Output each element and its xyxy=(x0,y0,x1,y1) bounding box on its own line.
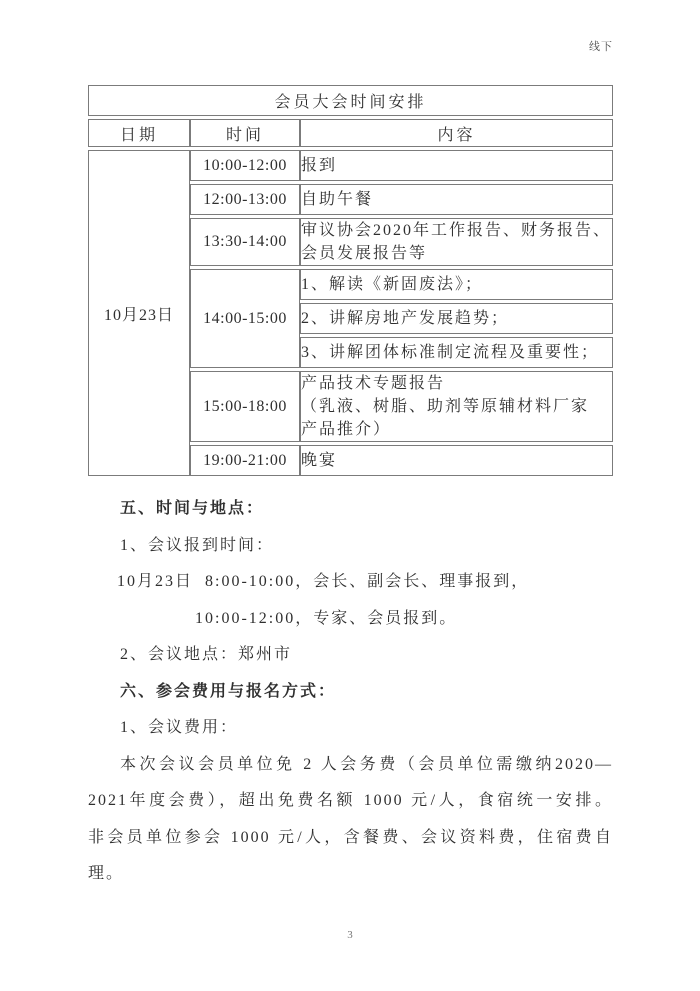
section-5-item-registration-time: 1、会议报到时间： xyxy=(120,536,275,554)
member-assembly-schedule-table xyxy=(88,82,613,479)
column-header-time: 时间 xyxy=(190,119,300,147)
content-line: （乳液、树脂、助剂等原辅材料厂家 xyxy=(301,398,590,415)
table-title: 会员大会时间安排 xyxy=(88,85,613,116)
section-5-heading: 五、时间与地点： xyxy=(120,500,265,517)
content-cell: 自助午餐 xyxy=(300,184,613,215)
page-content xyxy=(88,85,613,893)
time-cell: 12:00-13:00 xyxy=(190,184,300,215)
time-cell: 14:00-15:00 xyxy=(190,269,300,368)
table-title-row xyxy=(88,85,613,116)
fee-paragraph-line: 理。 xyxy=(88,865,125,882)
content-cell xyxy=(300,371,613,442)
page-number: 3 xyxy=(347,929,353,941)
time-cell: 13:30-14:00 xyxy=(190,218,300,266)
time-cell: 19:00-21:00 xyxy=(190,445,300,476)
registration-line-2: 10:00-12:00，专家、会员报到。 xyxy=(195,609,458,627)
section-6-item-fee: 1、会议费用： xyxy=(120,719,239,736)
section-6-heading: 六、参会费用与报名方式： xyxy=(120,682,337,700)
content-cell: 报到 xyxy=(300,150,613,181)
content-line: 会员发展报告等 xyxy=(301,245,428,262)
content-cell: 1、解读《新固废法》； xyxy=(300,269,613,300)
fee-paragraph-line: 2021年度会费），超出免费名额 1000 元/人，食宿统一安排。 xyxy=(88,792,613,809)
fee-paragraph-line: 非会员单位参会 1000 元/人，含餐费、会议资料费，住宿费自 xyxy=(88,828,613,846)
body-text xyxy=(88,491,613,893)
content-cell: 3、讲解团体标准制定流程及重要性； xyxy=(300,337,613,368)
corner-note: 线下 xyxy=(589,41,613,53)
column-header-content: 内容 xyxy=(300,119,613,147)
content-cell: 2、讲解房地产发展趋势； xyxy=(300,303,613,334)
registration-line-1: 10月23日 8:00-10:00，会长、副会长、理事报到， xyxy=(117,573,530,590)
content-cell xyxy=(300,218,613,266)
time-cell: 10:00-12:00 xyxy=(190,150,300,181)
table-header-row xyxy=(88,119,613,147)
content-line: 审议协会2020年工作报告、财务报告、 xyxy=(301,222,612,239)
content-line: 产品推介） xyxy=(301,421,392,438)
section-5-item-location: 2、会议地点：郑州市 xyxy=(120,646,293,663)
fee-paragraph-line: 本次会议会员单位免 2 人会务费（会员单位需缴纳2020— xyxy=(120,755,613,773)
column-header-date: 日期 xyxy=(88,119,190,147)
content-line: 产品技术专题报告 xyxy=(301,375,446,392)
date-cell: 10月23日 xyxy=(88,150,190,476)
time-cell: 15:00-18:00 xyxy=(190,371,300,442)
content-cell: 晚宴 xyxy=(300,445,613,476)
table-row xyxy=(88,150,613,181)
